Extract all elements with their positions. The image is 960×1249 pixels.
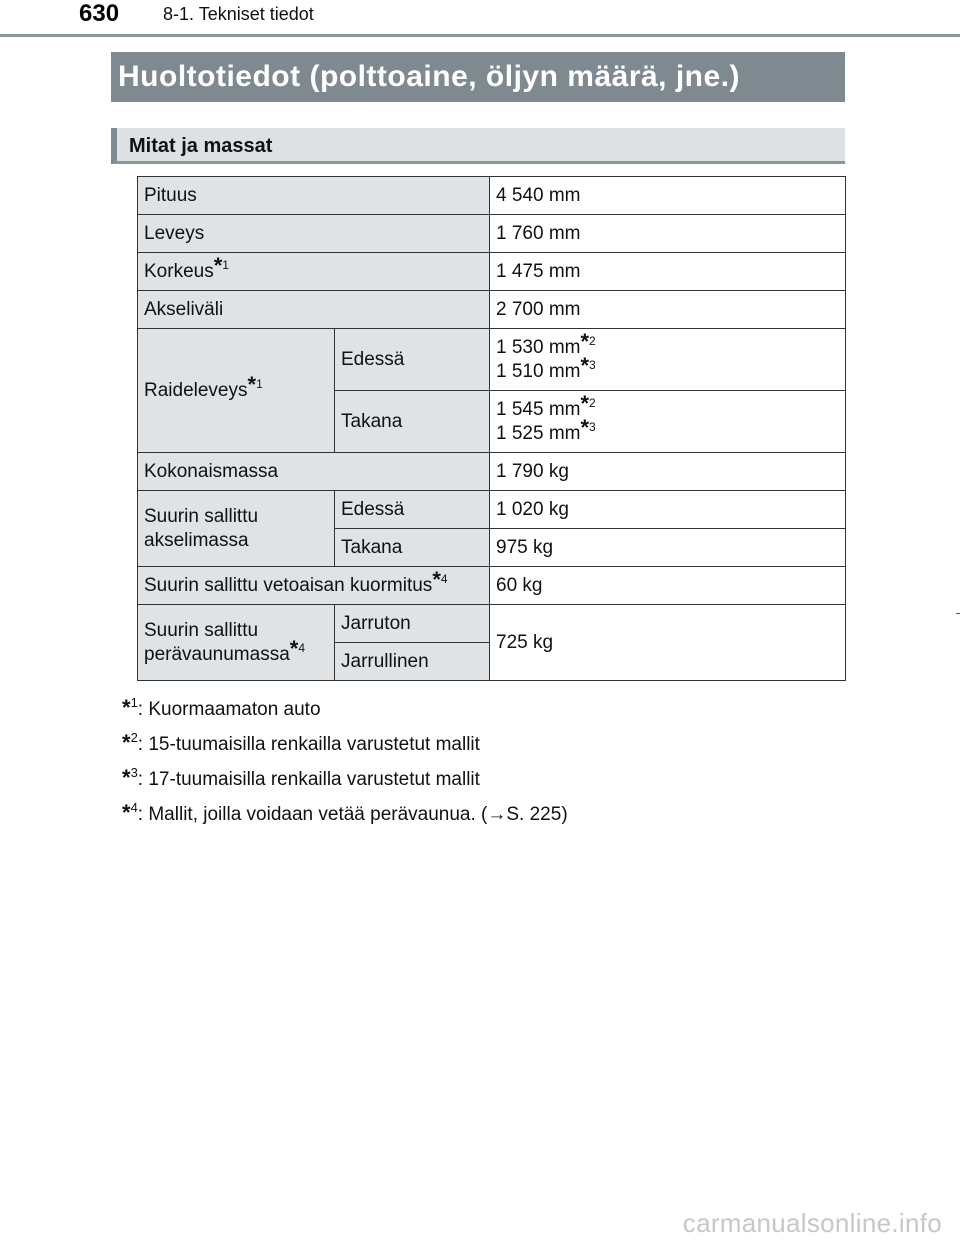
gross-value: 1 790 kg [490, 453, 846, 491]
specs-table [137, 176, 846, 681]
track-rear-label: Takana [335, 391, 490, 453]
track-rear-note-1: 2 [589, 395, 596, 410]
section-label: 8-1. Tekniset tiedot [163, 4, 314, 24]
footnote-asterisk: * [580, 414, 590, 440]
footnote-1 [122, 690, 568, 725]
footnotes [122, 690, 568, 830]
width-value: 1 760 mm [490, 215, 846, 253]
towbar-note: 4 [440, 571, 448, 586]
towbar-cell [138, 567, 490, 605]
edge-mark [956, 613, 960, 614]
track-rear-value-2: 1 525 mm [496, 422, 581, 444]
footnote-asterisk: * [432, 566, 441, 592]
footnote-4 [122, 795, 568, 830]
footnote-3 [122, 760, 568, 795]
gross-label: Kokonaismassa [138, 453, 490, 491]
track-rear-value [490, 391, 846, 453]
track-label: Raideleveys [144, 379, 248, 401]
subsection-banner [111, 128, 845, 164]
width-label: Leveys [138, 215, 490, 253]
axle-front-value: 1 020 kg [490, 491, 846, 529]
trailer-label-1: Suurin sallittu [144, 619, 259, 641]
table-row [138, 177, 846, 215]
subsection-title: Mitat ja massat [129, 135, 273, 157]
table-row [138, 329, 846, 391]
table-row [138, 453, 846, 491]
height-value: 1 475 mm [490, 253, 846, 291]
towbar-value: 60 kg [490, 567, 846, 605]
track-front-label: Edessä [335, 329, 490, 391]
track-rear-value-1: 1 545 mm [496, 398, 581, 420]
footnote-text: : 17-tuumaisilla renkailla varustetut mallit [137, 769, 480, 790]
footnote-asterisk: * [580, 328, 590, 354]
footnote-asterisk: * [213, 252, 223, 278]
watermark: carmanualsonline.info [682, 1208, 942, 1238]
axle-label-1: Suurin sallittu [144, 505, 259, 527]
footnote-mark: * [122, 695, 131, 720]
footnote-2 [122, 725, 568, 760]
trailer-unbraked-label: Jarruton [335, 605, 490, 643]
table-row [138, 605, 846, 643]
footnote-asterisk: * [580, 352, 590, 378]
track-front-value-2: 1 510 mm [496, 360, 581, 382]
footnote-text: : 15-tuumaisilla renkailla varustetut mallit [137, 734, 480, 755]
trailer-note: 4 [298, 640, 306, 655]
page-number: 630 [79, 0, 120, 27]
axle-rear-label: Takana [335, 529, 490, 567]
track-note: 1 [256, 376, 263, 391]
length-label: Pituus [138, 177, 490, 215]
footnote-mark: * [122, 765, 131, 790]
footnote-mark: * [122, 730, 131, 755]
wheelbase-label: Akseliväli [138, 291, 490, 329]
footnote-text: : Kuormaamaton auto [137, 699, 321, 720]
track-front-note-2: 3 [589, 357, 596, 372]
table-row [138, 567, 846, 605]
footnote-number: 2 [130, 730, 138, 745]
trailer-value: 725 kg [490, 605, 846, 681]
footnote-text: : Mallit, joilla voidaan vetää perävaunua. (→S. 225) [137, 804, 568, 825]
track-front-value [490, 329, 846, 391]
footnote-number: 4 [130, 800, 138, 815]
height-label: Korkeus [144, 260, 214, 282]
track-front-note-1: 2 [589, 333, 596, 348]
axle-cell [138, 491, 335, 567]
height-note: 1 [222, 257, 229, 272]
table-row [138, 291, 846, 329]
trailer-label-2: perävaunumassa [144, 643, 290, 665]
axle-rear-value: 975 kg [490, 529, 846, 567]
table-row [138, 491, 846, 529]
towbar-label: Suurin sallittu vetoaisan kuormitus [144, 574, 433, 596]
length-value: 4 540 mm [490, 177, 846, 215]
footnote-mark: * [122, 800, 131, 825]
footnote-number: 3 [130, 765, 138, 780]
footnote-asterisk: * [247, 371, 257, 397]
table-row [138, 215, 846, 253]
header-rule [0, 34, 960, 37]
wheelbase-value: 2 700 mm [490, 291, 846, 329]
axle-front-label: Edessä [335, 491, 490, 529]
trailer-braked-label: Jarrullinen [335, 643, 490, 681]
footnote-asterisk: * [289, 635, 299, 661]
track-front-value-1: 1 530 mm [496, 336, 581, 358]
height-cell [138, 253, 490, 291]
track-rear-note-2: 3 [589, 419, 596, 434]
table-row [138, 253, 846, 291]
track-cell [138, 329, 335, 453]
footnote-asterisk: * [580, 390, 590, 416]
page-title: Huoltotiedot (polttoaine, öljyn määrä, jne.) [111, 52, 845, 102]
footnote-number: 1 [130, 695, 138, 710]
trailer-cell [138, 605, 335, 681]
axle-label-2: akselimassa [144, 529, 249, 551]
